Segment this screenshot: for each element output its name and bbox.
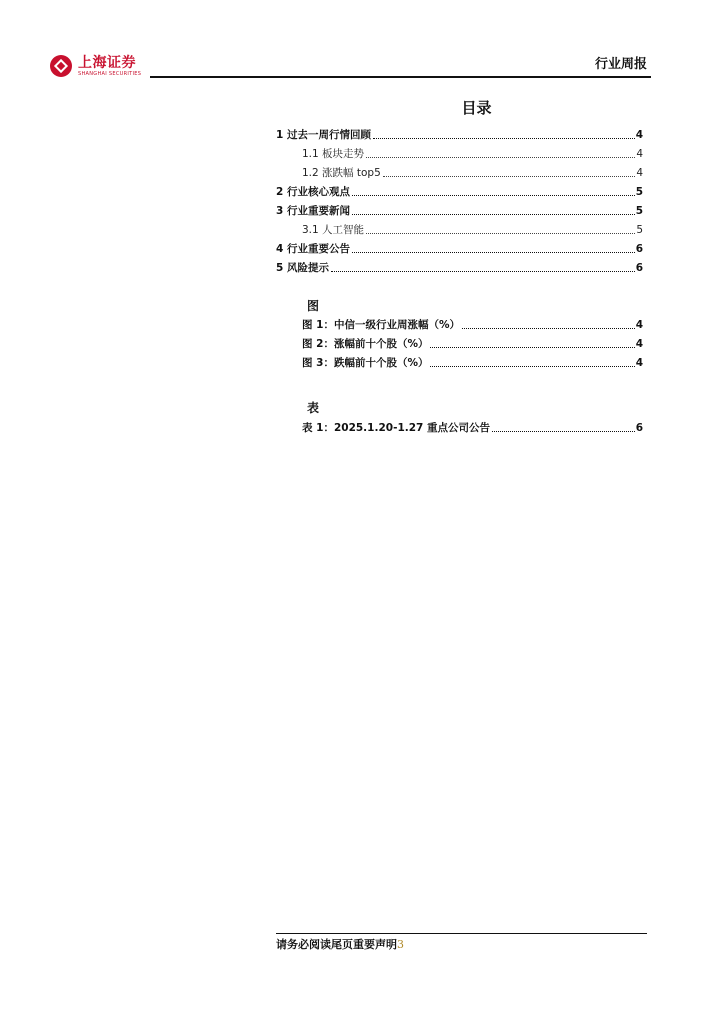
toc-entry-page: 4 <box>636 148 643 160</box>
toc-entry-label: 3.1 人工智能 <box>302 224 365 236</box>
figure-entry-page: 4 <box>635 338 643 350</box>
toc-entry[interactable] <box>276 262 643 274</box>
toc-leader-dots <box>492 431 635 432</box>
figure-entry[interactable] <box>302 319 643 331</box>
toc-title: 目录 <box>461 99 492 117</box>
toc-leader-dots <box>373 138 635 139</box>
table-entry-page: 6 <box>635 422 643 434</box>
toc-entry[interactable] <box>276 186 643 198</box>
logo-emblem-icon <box>50 55 72 77</box>
figure-entry-label: 图 2：涨幅前十个股（%） <box>302 338 429 350</box>
toc-leader-dots <box>366 157 635 158</box>
toc-entry-page: 6 <box>635 243 643 255</box>
toc-entry-page: 4 <box>635 129 643 141</box>
toc-entry-page: 5 <box>635 186 643 198</box>
figure-entry-page: 4 <box>635 319 643 331</box>
toc-entry-label: 2 行业核心观点 <box>276 186 350 198</box>
page-number: 3 <box>397 938 404 951</box>
toc-entry-label: 1 过去一周行情回顾 <box>276 129 371 141</box>
toc-leader-dots <box>331 271 635 272</box>
toc-entry-label: 1.2 涨跌幅 top5 <box>302 167 381 179</box>
footer <box>276 936 404 952</box>
figure-entry-label: 图 1：中信一级行业周涨幅（%） <box>302 319 460 331</box>
footer-disclaimer: 请务必阅读尾页重要声明 <box>276 938 397 951</box>
figure-entry[interactable] <box>302 357 643 369</box>
toc-entry[interactable] <box>302 224 643 236</box>
figure-entry-page: 4 <box>635 357 643 369</box>
toc-entry-page: 6 <box>635 262 643 274</box>
report-type-label: 行业周报 <box>594 57 647 72</box>
toc-leader-dots <box>352 214 635 215</box>
figures-heading: 图 <box>307 299 320 313</box>
toc-leader-dots <box>383 176 636 177</box>
toc-entry-page: 5 <box>636 224 643 236</box>
header-divider <box>150 76 651 78</box>
toc-entry-label: 3 行业重要新闻 <box>276 205 350 217</box>
toc-leader-dots <box>366 233 635 234</box>
toc-leader-dots <box>352 252 635 253</box>
toc-entry-label: 4 行业重要公告 <box>276 243 350 255</box>
toc-entry-label: 1.1 板块走势 <box>302 148 365 160</box>
table-entry[interactable] <box>302 422 643 434</box>
toc-entry-label: 5 风险提示 <box>276 262 329 274</box>
tables-heading: 表 <box>307 401 320 415</box>
toc-leader-dots <box>462 328 635 329</box>
toc-leader-dots <box>430 366 634 367</box>
table-entry-label: 表 1：2025.1.20-1.27 重点公司公告 <box>302 422 490 434</box>
toc-leader-dots <box>430 347 634 348</box>
company-logo <box>50 55 141 77</box>
toc-entry[interactable] <box>302 167 643 179</box>
figure-entry[interactable] <box>302 338 643 350</box>
toc-entry-page: 4 <box>636 167 643 179</box>
logo-name-cn: 上海证券 <box>78 54 136 71</box>
toc-entry[interactable] <box>302 148 643 160</box>
toc-entry[interactable] <box>276 129 643 141</box>
toc-entry[interactable] <box>276 205 643 217</box>
toc-entry[interactable] <box>276 243 643 255</box>
toc-entry-page: 5 <box>635 205 643 217</box>
footer-divider <box>276 933 647 934</box>
toc-leader-dots <box>352 195 635 196</box>
logo-name-en: SHANGHAI SECURITIES <box>78 70 142 77</box>
figure-entry-label: 图 3：跌幅前十个股（%） <box>302 357 429 369</box>
